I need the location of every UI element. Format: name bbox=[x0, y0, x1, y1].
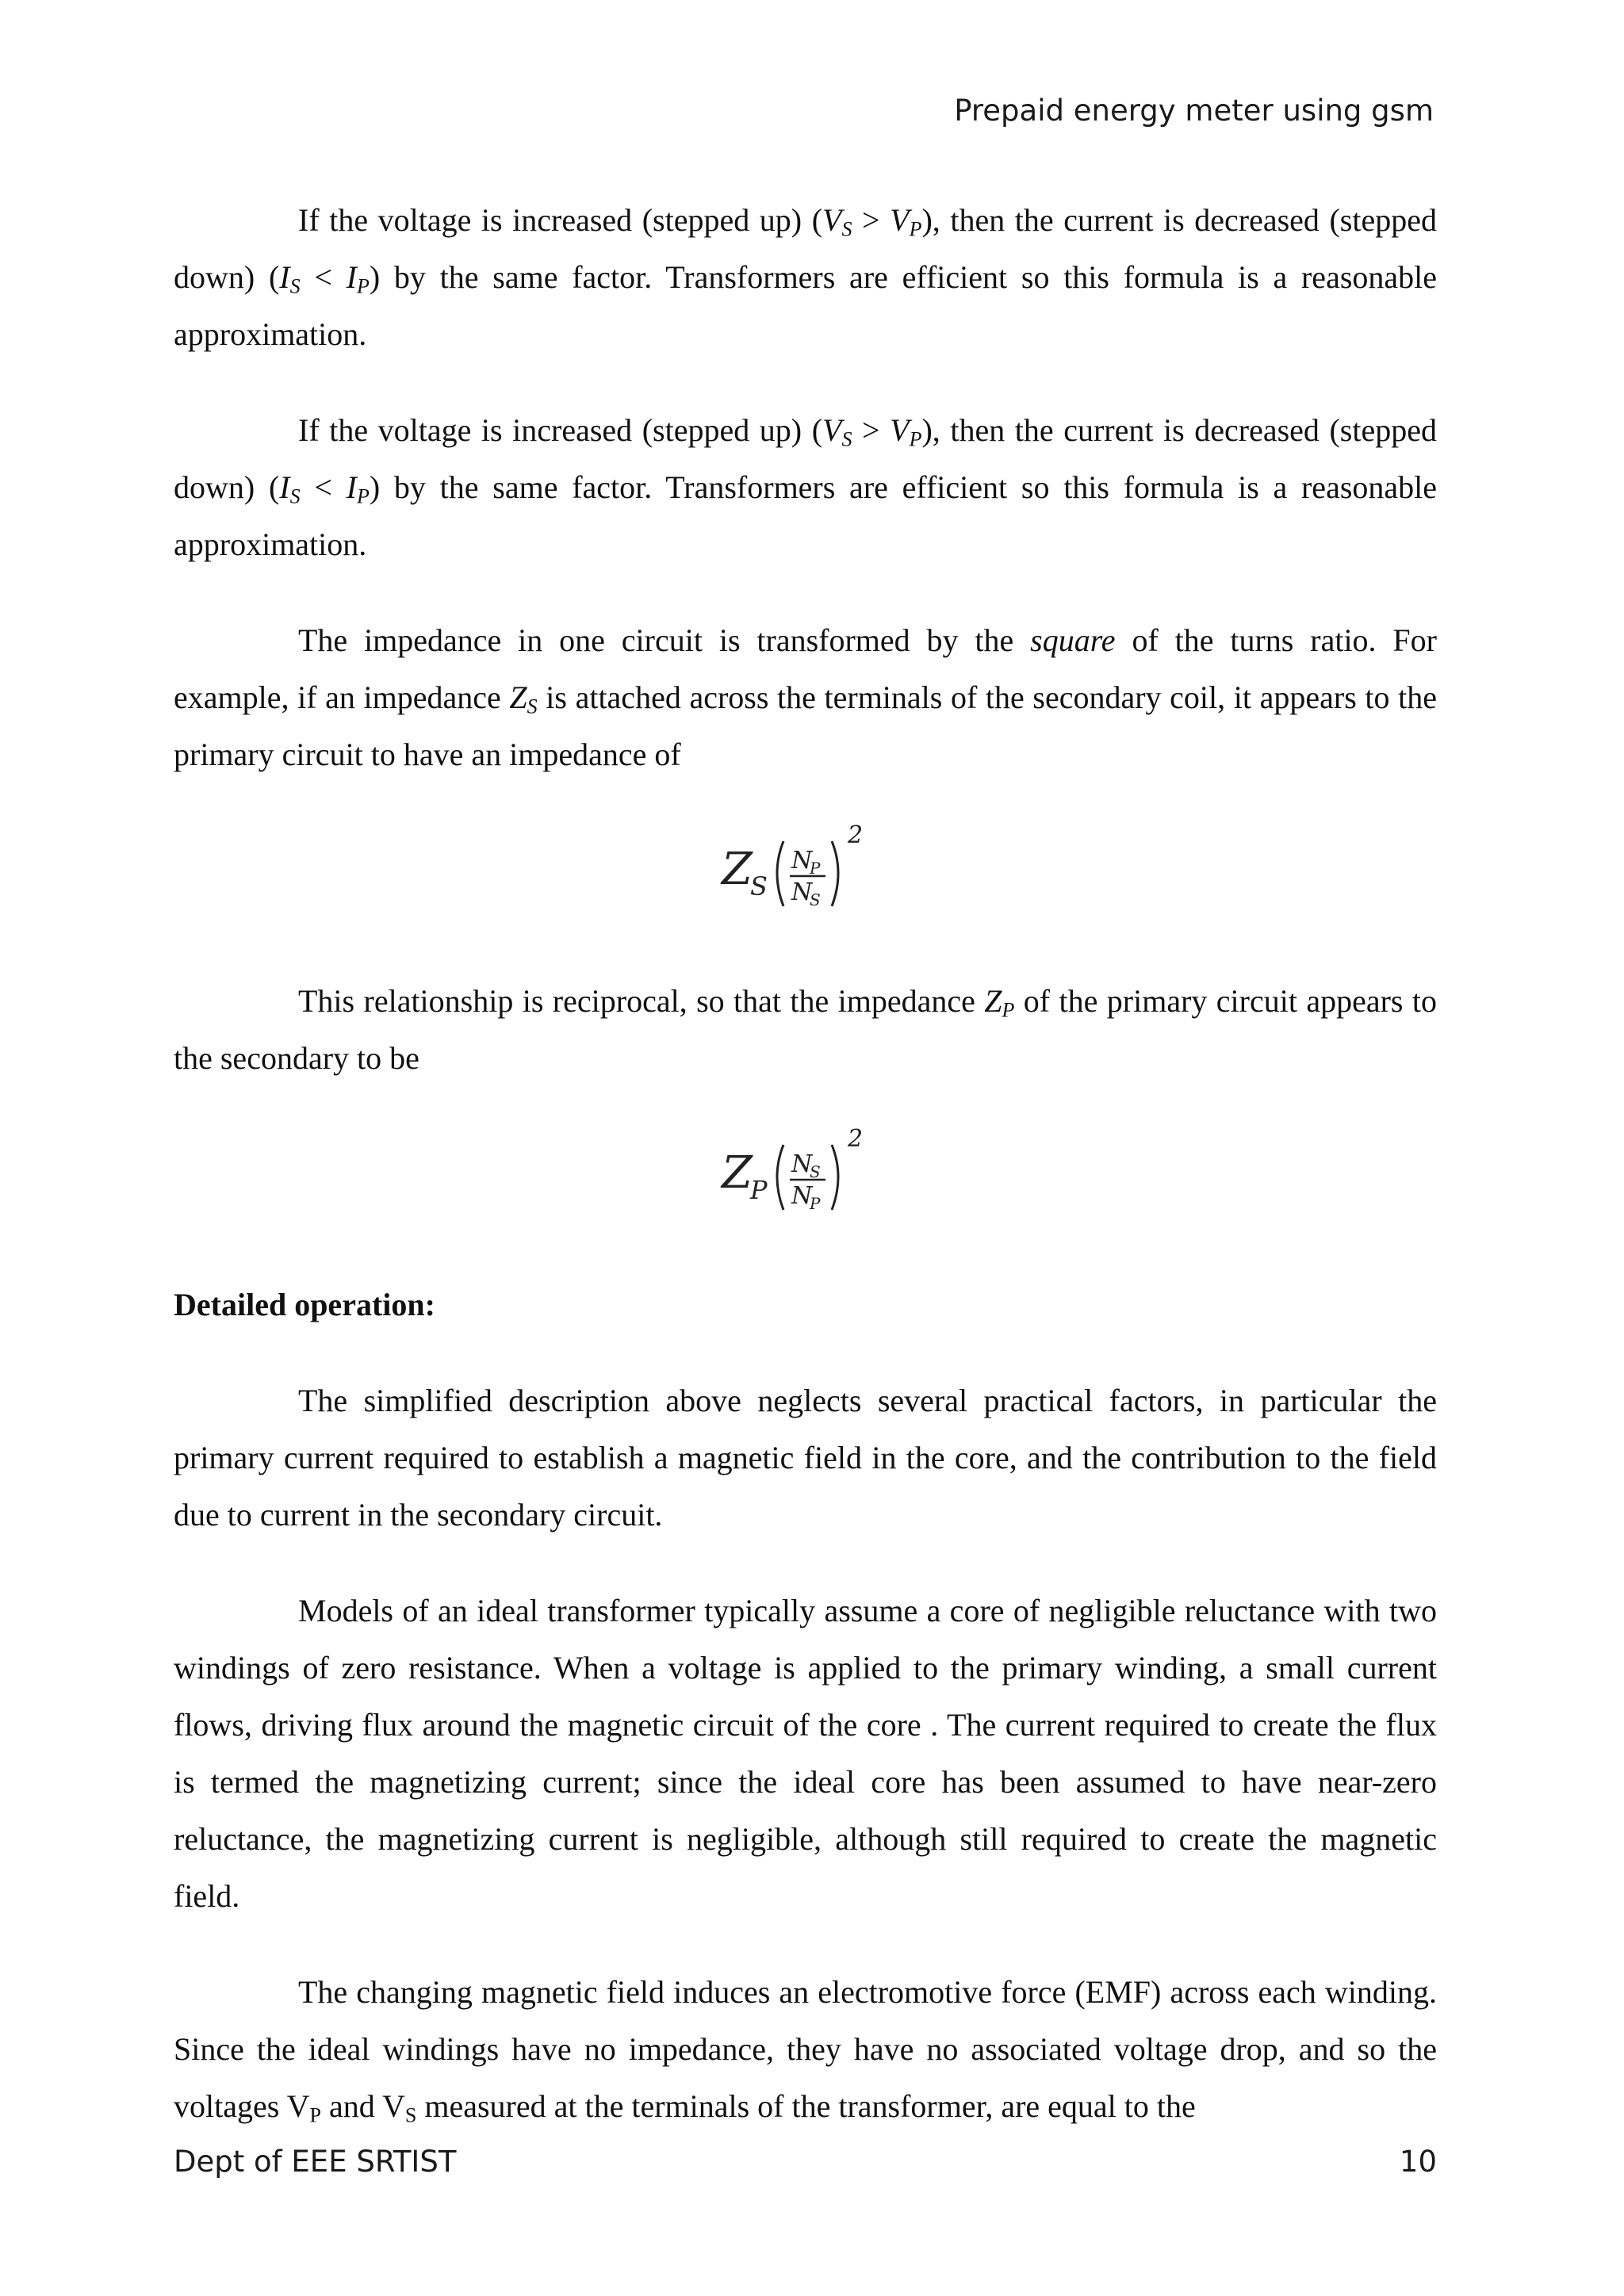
paragraph-voltage-step-2: If the voltage is increased (stepped up) $(V_S > V_P)$, then the current is decreased (stepped down) $(I_S < I_P)$ by the same factor. Transformers are efficient so this formula is a reasonable approximation. bbox=[174, 412, 1438, 562]
paragraph-voltage-step-1: If the voltage is increased (stepped up) $(V_S > V_P)$, then the current is decreased (stepped down) $(I_S < I_P)$ by the same factor. Transformers are efficient so this formula is a reasonable approximation. bbox=[174, 202, 1438, 352]
footer-department: Dept of EEE SRTIST bbox=[174, 2145, 457, 2179]
symbol-vp: $V_P$ bbox=[890, 202, 922, 241]
section-heading-detailed-operation: Detailed operation: bbox=[174, 1287, 435, 1322]
formula-zp-turns-ratio bbox=[174, 1126, 1437, 1221]
svg-text:N: N bbox=[791, 847, 812, 874]
svg-text:2: 2 bbox=[847, 822, 863, 849]
symbol-vp: $V_P$ bbox=[890, 412, 922, 451]
text: If the voltage is increased (stepped up) ( bbox=[298, 202, 823, 238]
svg-text:S: S bbox=[809, 1162, 821, 1181]
paragraph-simplified-description: The simplified description above neglects several practical factors, in particular the primary current required to establish a magnetic field in the core, and the contribution to the field due to current in the secondary circuit. bbox=[174, 1383, 1437, 1533]
svg-text:P: P bbox=[809, 859, 820, 878]
svg-text:P: P bbox=[749, 1175, 768, 1205]
symbol-zp: $Z_P$ bbox=[984, 983, 1015, 1022]
symbol-zs: $Z_S$ bbox=[509, 679, 538, 718]
paragraph-ideal-transformer-model: Models of an ideal transformer typically assume a core of negligible reluctance with two windings of zero resistance. When a voltage is applied to the primary winding, a small current flows, driving flux around the magnetic circuit of the core . The current required to create the flux is termed the magnetizing current; since the ideal core has been assumed to have near-zero reluctance, the magnetizing current is negligible, although still required to create the magnetic field. bbox=[174, 1593, 1437, 1914]
symbol-vs: $V_S$ bbox=[822, 202, 852, 241]
svg-text:P: P bbox=[809, 1194, 820, 1213]
emphasis-square: square bbox=[1030, 622, 1116, 658]
svg-text:S: S bbox=[809, 890, 821, 909]
page-number: 10 bbox=[1399, 2145, 1437, 2179]
paragraph-impedance: The impedance in one circuit is transformed by the square of the turns ratio. For example, if an impedance $Z_S$ is attached across the terminals of the secondary coil, it appears to the primary circuit to have an impedance of bbox=[174, 622, 1437, 772]
page-body bbox=[174, 192, 1437, 2174]
svg-text:2: 2 bbox=[847, 1126, 863, 1153]
paragraph-emf: The changing magnetic field induces an electromotive force (EMF) across each winding. Since the ideal windings have no impedance, they have no associated voltage drop, and so the voltages $V_P$ and $V_S$ measured at the terminals of the transformer, are equal to the bbox=[174, 1974, 1437, 2127]
svg-text:N: N bbox=[791, 1150, 812, 1178]
svg-text:N: N bbox=[791, 878, 812, 906]
formula-zs-svg bbox=[718, 822, 893, 917]
svg-text:N: N bbox=[791, 1182, 812, 1210]
symbol-is: $I_S$ bbox=[279, 259, 301, 298]
svg-text:Z: Z bbox=[721, 844, 753, 895]
svg-text:S: S bbox=[749, 871, 768, 901]
text: If the voltage is increased (stepped up) ( bbox=[298, 412, 823, 448]
subscript-s: S bbox=[404, 2103, 417, 2127]
subscript-p: P bbox=[309, 2103, 321, 2127]
paragraph-reciprocal: This relationship is reciprocal, so that the impedance $Z_P$ of the primary circuit appears to the secondary to be bbox=[174, 983, 1437, 1076]
running-header: Prepaid energy meter using gsm bbox=[954, 94, 1434, 128]
symbol-ip: $I_P$ bbox=[346, 259, 370, 298]
symbol-vs: $V_S$ bbox=[822, 412, 852, 451]
symbol-ip: $I_P$ bbox=[346, 469, 370, 508]
symbol-is: $I_S$ bbox=[279, 469, 301, 508]
formula-zs-turns-ratio bbox=[174, 822, 1437, 917]
formula-zp-svg bbox=[718, 1126, 893, 1221]
svg-text:Z: Z bbox=[721, 1147, 753, 1199]
